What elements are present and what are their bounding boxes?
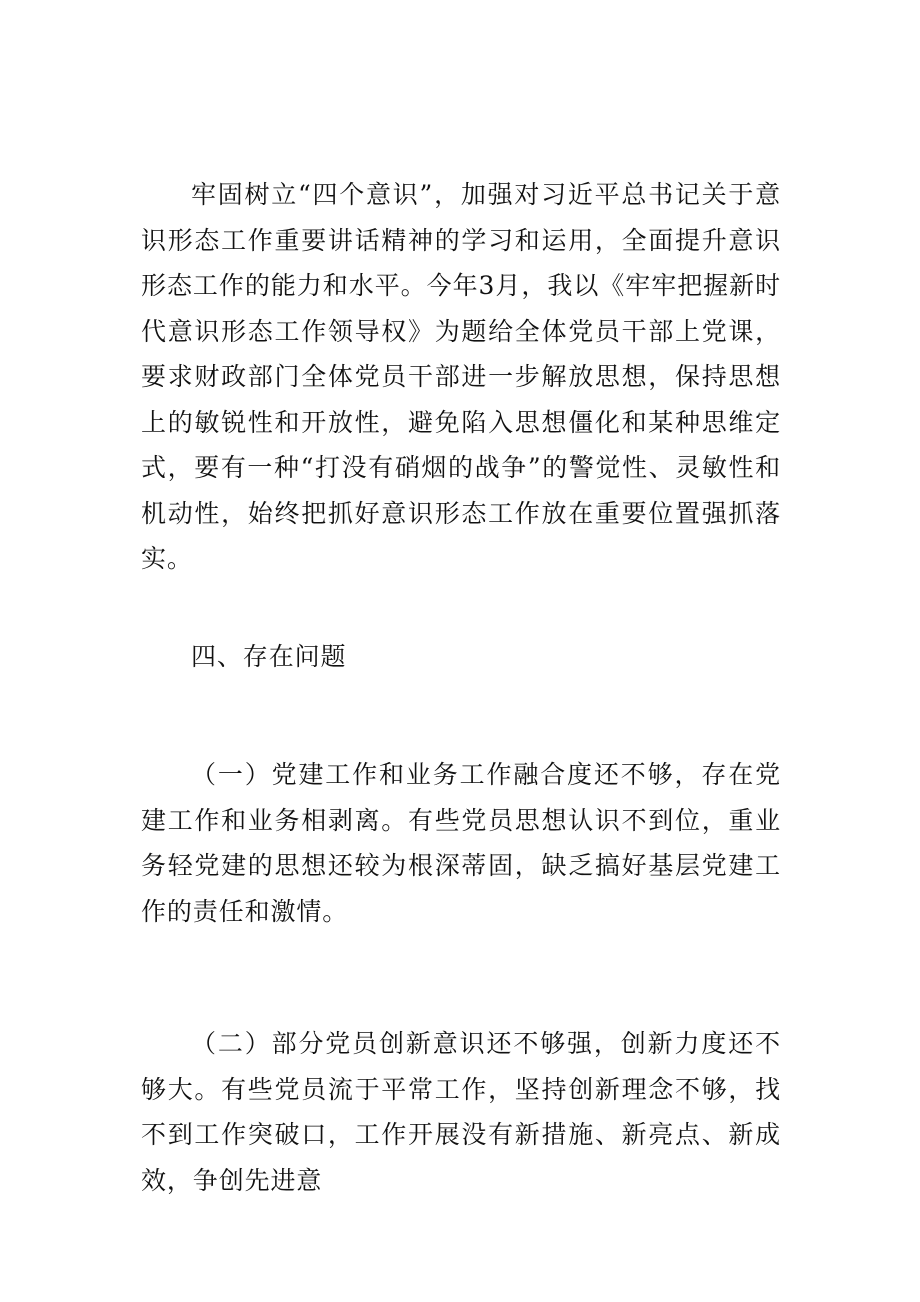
issue-paragraph-2: （二）部分党员创新意识还不够强，创新力度还不够大。有些党员流于平常工作，坚持创新理念不够，找不到工作突破口，工作开展没有新措施、新亮点、新成效，争创先进意 — [141, 1029, 781, 1195]
section-heading: 四、存在问题 — [191, 642, 347, 671]
issue-paragraph-1: （一）党建工作和业务工作融合度还不够，存在党建工作和业务相剥离。有些党员思想认识不到位，重业务轻党建的思想还较为根深蒂固，缺乏搞好基层党建工作的责任和激情。 — [141, 760, 781, 926]
intro-paragraph: 牢固树立“四个意识”，加强对习近平总书记关于意识形态工作重要讲话精神的学习和运用，全面提升意识形态工作的能力和水平。今年3月，我以《牢牢把握新时代意识形态工作领导权》为题给全体党员干部上党课，要求财政部门全体党员干部进一步解放思想，保持思想上的敏锐性和开放性，避免陷入思想僵化和某种思维定式，要有一种“打没有硝烟的战争”的警觉性、灵敏性和机动性，始终把抓好意识形态工作放在重要位置强抓落实。 — [141, 180, 781, 573]
